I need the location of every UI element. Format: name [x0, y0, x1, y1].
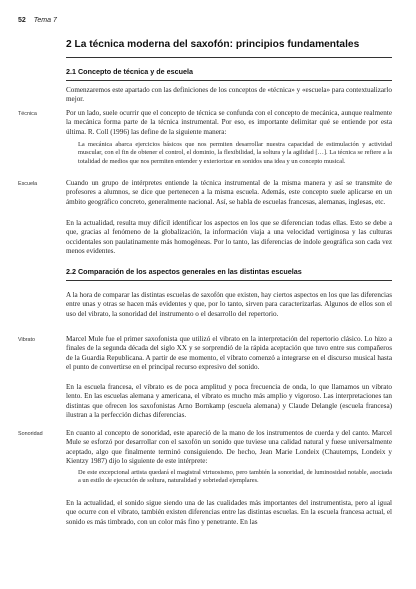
- paragraph-actualidad: En la actualidad, resulta muy difícil identificar los aspectos en los que se diferencian todas ellas. Esto se debe a que, gracias al fenómeno de la globalización, la información viaja a una velocidad vertiginosa y las culturas occidentales son paulatinamente más homogéneas. Por lo tanto, las diferencias de índole geográfica son cada vez menos evidentes.: [66, 219, 392, 255]
- section-rule: [66, 57, 392, 58]
- subsection-rule-2-1: [66, 80, 392, 81]
- subsection-heading-2-1: 2.1 Concepto de técnica y de escuela: [66, 67, 194, 76]
- chapter-label: Tema 7: [33, 17, 57, 24]
- subsection-heading-2-2: 2.2 Comparación de los aspectos generales en las distintas escuelas: [66, 267, 302, 276]
- margin-note-tecnica: Técnica: [18, 111, 37, 117]
- paragraph-vibrato: Marcel Mule fue el primer saxofonista que utilizó el vibrato en la interpretación del repertorio clásico. Lo hizo a finales de la segunda década del siglo XX y se sorprendió de la rápida aceptación que tuvo entre sus compañeros de la Guardia Republicana. A partir de ese momento, el vibrato comenzó a integrarse en el discurso musical hasta el punto de convertirse en el principal recurso expresivo del sonido.: [66, 335, 392, 371]
- paragraph-comparar: A la hora de comparar las distintas escuelas de saxofón que existen, hay ciertos aspectos en los que las diferencias entre unas y otras se hacen más evidentes y que, por lo tanto, sirven para caracterizarlas. Algunos de ellos son el uso del vibrato, la sonoridad del instrumento o el desarrollo del repertorio.: [66, 291, 392, 318]
- section-heading: 2 La técnica moderna del saxofón: principios fundamentales: [66, 39, 360, 50]
- page-number: 52: [18, 17, 26, 24]
- running-head: [18, 17, 57, 24]
- margin-note-vibrato: Vibrato: [18, 337, 35, 343]
- margin-note-escuela: Escuela: [18, 181, 38, 187]
- paragraph-sonido: En la actualidad, el sonido sigue siendo una de las cualidades más importantes del instrumentista, pero al igual que ocurre con el vibrato, también existen diferencias entre las distintas escuelas. En la escuela francesa actual, el sonido es más timbrado, con un color más fino y penetrante. En las: [66, 499, 392, 526]
- margin-note-sonoridad: Sonoridad: [18, 431, 43, 437]
- paragraph-sonoridad: En cuanto al concepto de sonoridad, este apareció de la mano de los instrumentos de cuerda y del canto. Marcel Mule se esforzó por desarrollar con el saxofón un sonido que tuviese una calidad natural y fuese universalmente aceptado, algo que finalmente terminó consiguiendo. De hecho, Jean Marie Londeix (Chautemps, Londeix y Kientzy 1987) dijo lo siguiente de este intérprete:: [66, 429, 392, 465]
- paragraph-escuela-francesa: En la escuela francesa, el vibrato es de poca amplitud y poca frecuencia de onda, lo que llamamos un vibrato lento. En las escuelas alemana y americana, el vibrato es mucho más amplio y vigoroso. Las interpretaciones tan distintas que ofrecen los saxofonistas Arno Bornkamp (escuela alemana) y Claude Delangle (escuela francesa) ilustran a la perfección dichas diferencias.: [66, 383, 392, 419]
- subsection-rule-2-2: [66, 280, 392, 281]
- paragraph-tecnica: Por un lado, suele ocurrir que el concepto de técnica se confunda con el concepto de mecánica, aunque realmente la mecánica forma parte de la técnica instrumental. Por eso, es importante delimitar qué se entiende por esta última. R. Coll (1996) las define de la siguiente manera:: [66, 109, 392, 136]
- paragraph-intro: Comenzaremos este apartado con las definiciones de los conceptos de «técnica» y «escuela» para contextualizarlo mejor.: [66, 86, 392, 104]
- paragraph-escuela: Cuando un grupo de intérpretes entiende la técnica instrumental de la misma manera y así se transmite de profesores a alumnos, se dice que pertenecen a la misma escuela. Además, este concepto suele aplicarse en un ámbito geográfico concreto, generalmente nacional. Así, se habla de escuelas francesas, alemanas, inglesas, etc.: [66, 179, 392, 206]
- quote-londeix: De este excepcional artista quedará el magistral virtuosismo, pero también la sonoridad, de luminosidad notable, asociada a un estilo de ejecución de soltura, naturalidad y sobriedad ejemplares.: [78, 469, 392, 485]
- quote-coll: La mecánica abarca ejercicios básicos que nos permiten desarrollar nuestra capacidad de estimulación y actividad muscular, con el fin de obtener el control, el dominio, la flexibilidad, la soltura y la agilidad […]. La técnica se refiere a la totalidad de medios que nos permiten entender y exteriorizar en sonidos una idea y un concepto musical.: [78, 141, 392, 165]
